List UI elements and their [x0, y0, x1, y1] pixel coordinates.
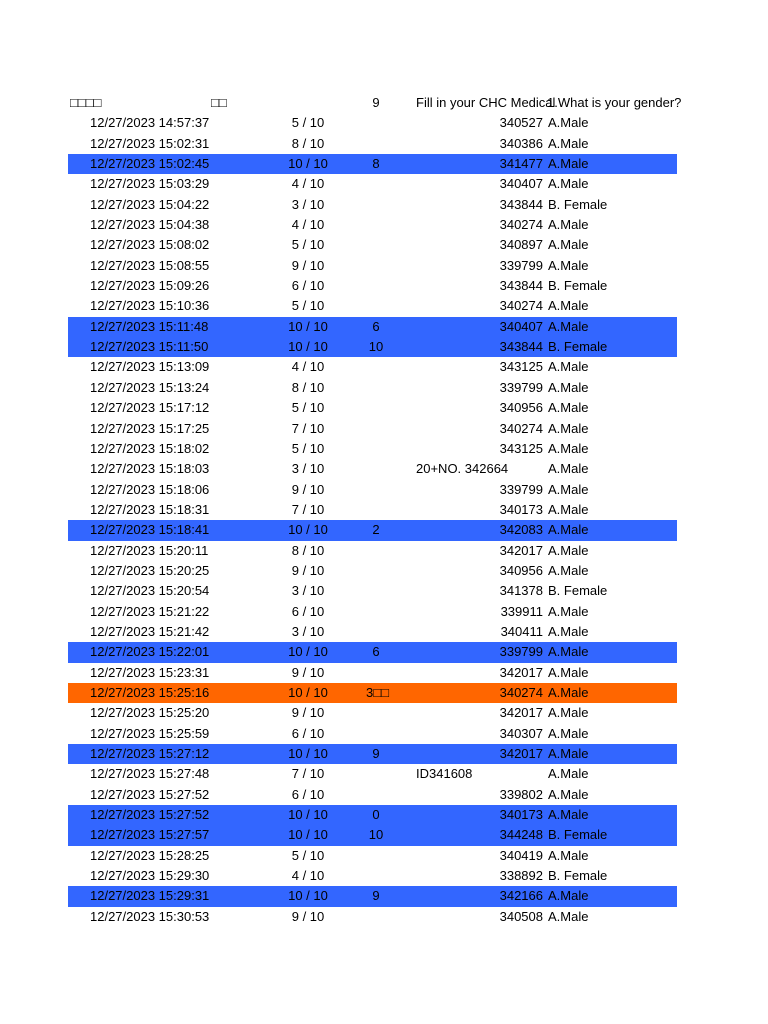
table-row [68, 195, 677, 215]
table-row [68, 378, 677, 398]
table-row [68, 541, 677, 561]
score-cell: 6 / 10 [291, 278, 325, 294]
number-cell [366, 541, 386, 561]
score-cell: 3 / 10 [291, 583, 325, 599]
id-cell: 343125 [499, 359, 543, 375]
gender-cell: A.Male [548, 176, 589, 192]
id-cell: 340274 [499, 298, 543, 314]
score-cell: 10 / 10 [288, 807, 328, 823]
timestamp-cell: 12/27/2023 15:13:24 [90, 379, 210, 395]
gender-cell: B. Female [548, 196, 608, 212]
gender-cell: A.Male [548, 501, 589, 517]
gender-cell: A.Male [548, 562, 589, 578]
note-cell: 20+NO. 342664 [416, 461, 509, 477]
table-row [68, 439, 677, 459]
id-cell: 342083 [499, 522, 543, 538]
score-cell: 5 / 10 [291, 440, 325, 456]
score-cell: 7 / 10 [291, 420, 325, 436]
header-chc-medical: Fill in your CHC Medical [416, 95, 556, 110]
score-cell: 7 / 10 [291, 501, 325, 517]
timestamp-cell: 12/27/2023 15:27:12 [90, 746, 210, 761]
table-row [68, 663, 677, 683]
id-cell: 342017 [499, 705, 543, 721]
gender-cell: B. Female [548, 868, 608, 884]
id-cell: 342017 [499, 664, 543, 680]
timestamp-cell: 12/27/2023 15:27:57 [90, 827, 210, 843]
id-cell: 340897 [499, 237, 543, 253]
timestamp-cell: 12/27/2023 15:09:26 [90, 278, 210, 294]
id-cell: 341477 [499, 156, 543, 172]
score-cell: 5 / 10 [291, 400, 325, 416]
number-cell [366, 378, 386, 398]
timestamp-cell: 12/27/2023 15:20:54 [90, 583, 210, 599]
id-cell: 339799 [499, 257, 543, 273]
id-cell: 340274 [499, 684, 543, 700]
number-cell [366, 174, 386, 194]
number-cell: 6 [372, 644, 380, 660]
id-cell: 339802 [499, 786, 543, 802]
number-cell: 6 [372, 318, 380, 334]
score-cell: 10 / 10 [288, 684, 328, 700]
id-cell: 343844 [499, 278, 543, 294]
header-gender: 1.What is your gender? [547, 95, 682, 110]
gender-cell: A.Male [548, 888, 589, 904]
gender-cell: B. Female [548, 278, 608, 294]
number-cell [366, 439, 386, 459]
number-cell [366, 703, 386, 723]
number-cell [366, 235, 386, 255]
number-cell [366, 622, 386, 642]
score-cell: 4 / 10 [291, 176, 325, 192]
score-cell: 10 / 10 [288, 827, 328, 843]
score-cell: 4 / 10 [291, 359, 325, 375]
timestamp-cell: 12/27/2023 15:27:52 [90, 807, 210, 823]
gender-cell: A.Male [548, 461, 589, 477]
table-row [68, 744, 677, 764]
gender-cell: A.Male [548, 400, 589, 416]
header-number: 9 [372, 95, 380, 110]
number-cell [366, 907, 386, 927]
table-row [68, 683, 677, 703]
id-cell: 341378 [499, 583, 543, 599]
table-row [68, 520, 677, 540]
score-cell: 8 / 10 [291, 542, 325, 558]
id-cell: 339799 [499, 379, 543, 395]
table-row [68, 907, 677, 927]
timestamp-cell: 12/27/2023 15:28:25 [90, 847, 210, 863]
timestamp-cell: 12/27/2023 15:25:16 [90, 684, 210, 700]
number-cell [366, 866, 386, 886]
score-cell: 4 / 10 [291, 217, 325, 233]
data-rows [68, 113, 677, 927]
note-cell: ID341608 [416, 766, 473, 782]
number-cell: 9 [372, 888, 380, 904]
score-cell: 7 / 10 [291, 766, 325, 782]
table-row [68, 296, 677, 316]
gender-cell: A.Male [548, 603, 589, 619]
number-cell [366, 602, 386, 622]
timestamp-cell: 12/27/2023 15:18:31 [90, 501, 210, 517]
gender-cell: B. Female [548, 827, 608, 843]
table-row [68, 500, 677, 520]
number-cell [366, 846, 386, 866]
timestamp-cell: 12/27/2023 15:18:41 [90, 522, 210, 538]
id-cell: 340386 [499, 135, 543, 151]
number-cell [366, 296, 386, 316]
table-row [68, 174, 677, 194]
score-cell: 6 / 10 [291, 786, 325, 802]
timestamp-cell: 12/27/2023 15:20:25 [90, 562, 210, 578]
table-row [68, 642, 677, 662]
score-cell: 10 / 10 [288, 522, 328, 538]
number-cell [366, 195, 386, 215]
score-cell: 3 / 10 [291, 623, 325, 639]
id-cell: 340407 [499, 176, 543, 192]
id-cell: 340411 [500, 623, 543, 639]
number-cell [366, 480, 386, 500]
gender-cell: A.Male [548, 725, 589, 741]
id-cell: 340956 [499, 400, 543, 416]
gender-cell: A.Male [548, 807, 589, 823]
gender-cell: A.Male [548, 440, 589, 456]
gender-cell: A.Male [548, 766, 589, 782]
number-cell [366, 785, 386, 805]
header-timestamp: □□□□ [70, 95, 102, 110]
gender-cell: A.Male [548, 156, 589, 172]
table-row [68, 419, 677, 439]
timestamp-cell: 12/27/2023 15:20:11 [90, 542, 209, 558]
spreadsheet [68, 93, 682, 927]
gender-cell: A.Male [548, 786, 589, 802]
number-cell: 10 [368, 339, 384, 355]
table-row [68, 398, 677, 418]
timestamp-cell: 12/27/2023 15:29:30 [90, 868, 210, 884]
timestamp-cell: 12/27/2023 15:29:31 [90, 888, 210, 904]
timestamp-cell: 12/27/2023 15:18:06 [90, 481, 210, 497]
table-row [68, 317, 677, 337]
gender-cell: A.Male [548, 623, 589, 639]
gender-cell: B. Female [548, 339, 608, 355]
timestamp-cell: 12/27/2023 15:21:42 [90, 623, 210, 639]
number-cell [366, 500, 386, 520]
gender-cell: A.Male [548, 135, 589, 151]
id-cell: 340956 [499, 562, 543, 578]
score-cell: 10 / 10 [288, 339, 328, 355]
timestamp-cell: 12/27/2023 15:03:29 [90, 176, 210, 192]
id-cell: 344248 [499, 827, 543, 843]
timestamp-cell: 12/27/2023 15:17:25 [90, 420, 210, 436]
score-cell: 5 / 10 [291, 847, 325, 863]
table-row [68, 480, 677, 500]
table-row [68, 276, 677, 296]
id-cell: 340173 [499, 807, 543, 823]
score-cell: 10 / 10 [288, 156, 328, 172]
table-row [68, 703, 677, 723]
header-score: □□ [211, 95, 227, 110]
id-cell: 339799 [499, 481, 543, 497]
score-cell: 9 / 10 [291, 908, 325, 924]
number-cell: 10 [368, 827, 384, 843]
id-cell: 340274 [499, 217, 543, 233]
number-cell: 2 [372, 522, 380, 538]
number-cell [366, 459, 386, 479]
score-cell: 9 / 10 [291, 257, 325, 273]
table-row [68, 337, 677, 357]
number-cell [366, 561, 386, 581]
score-cell: 6 / 10 [291, 603, 325, 619]
score-cell: 9 / 10 [291, 481, 325, 497]
table-row [68, 622, 677, 642]
table-row [68, 235, 677, 255]
score-cell: 10 / 10 [288, 318, 328, 334]
table-row [68, 357, 677, 377]
timestamp-cell: 12/27/2023 15:27:48 [90, 766, 210, 782]
id-cell: 342017 [499, 746, 543, 761]
number-cell [366, 663, 386, 683]
timestamp-cell: 12/27/2023 15:11:50 [90, 339, 209, 355]
score-cell: 5 / 10 [291, 115, 325, 131]
id-cell: 343844 [499, 196, 543, 212]
id-cell: 343844 [499, 339, 543, 355]
gender-cell: A.Male [548, 684, 589, 700]
number-cell [366, 357, 386, 377]
id-cell: 339799 [499, 644, 543, 660]
number-cell [366, 256, 386, 276]
table-row [68, 764, 677, 784]
number-cell [366, 215, 386, 235]
gender-cell: A.Male [548, 298, 589, 314]
gender-cell: A.Male [548, 359, 589, 375]
id-cell: 340527 [499, 115, 543, 131]
timestamp-cell: 12/27/2023 15:08:02 [90, 237, 210, 253]
timestamp-cell: 12/27/2023 15:22:01 [90, 644, 210, 660]
score-cell: 3 / 10 [291, 461, 325, 477]
table-row [68, 113, 677, 133]
score-cell: 10 / 10 [288, 888, 328, 904]
id-cell: 340407 [499, 318, 543, 334]
gender-cell: A.Male [548, 664, 589, 680]
id-cell [473, 459, 543, 479]
header-row [68, 93, 682, 113]
table-row [68, 825, 677, 845]
timestamp-cell: 12/27/2023 15:27:52 [90, 786, 210, 802]
timestamp-cell: 12/27/2023 15:04:38 [90, 217, 210, 233]
number-cell: 0 [372, 807, 380, 823]
timestamp-cell: 12/27/2023 15:02:45 [90, 156, 210, 172]
id-cell: 340419 [499, 847, 543, 863]
number-cell [366, 276, 386, 296]
timestamp-cell: 12/27/2023 15:25:20 [90, 705, 210, 721]
number-cell: 9 [372, 746, 380, 761]
timestamp-cell: 12/27/2023 15:10:36 [90, 298, 210, 314]
timestamp-cell: 12/27/2023 15:23:31 [90, 664, 210, 680]
table-row [68, 256, 677, 276]
table-row [68, 561, 677, 581]
score-cell: 9 / 10 [291, 705, 325, 721]
timestamp-cell: 12/27/2023 15:25:59 [90, 725, 210, 741]
number-cell [366, 113, 386, 133]
score-cell: 9 / 10 [291, 664, 325, 680]
number-cell: 8 [372, 156, 380, 172]
score-cell: 8 / 10 [291, 135, 325, 151]
timestamp-cell: 12/27/2023 14:57:37 [90, 115, 210, 131]
gender-cell: A.Male [548, 481, 589, 497]
table-row [68, 215, 677, 235]
table-row [68, 459, 677, 479]
gender-cell: A.Male [548, 746, 589, 761]
gender-cell: A.Male [548, 237, 589, 253]
table-row [68, 134, 677, 154]
table-row [68, 154, 677, 174]
score-cell: 10 / 10 [288, 746, 328, 761]
timestamp-cell: 12/27/2023 15:08:55 [90, 257, 210, 273]
gender-cell: A.Male [548, 318, 589, 334]
table-row [68, 724, 677, 744]
timestamp-cell: 12/27/2023 15:13:09 [90, 359, 210, 375]
timestamp-cell: 12/27/2023 15:18:02 [90, 440, 210, 456]
id-cell: 342017 [499, 542, 543, 558]
timestamp-cell: 12/27/2023 15:17:12 [90, 400, 210, 416]
id-cell: 342166 [499, 888, 543, 904]
id-cell: 338892 [499, 868, 543, 884]
gender-cell: B. Female [548, 583, 608, 599]
gender-cell: A.Male [548, 644, 589, 660]
table-row [68, 805, 677, 825]
id-cell [473, 764, 543, 784]
number-cell [366, 398, 386, 418]
gender-cell: A.Male [548, 908, 589, 924]
gender-cell: A.Male [548, 257, 589, 273]
table-row [68, 886, 677, 906]
score-cell: 3 / 10 [291, 196, 325, 212]
id-cell: 340173 [499, 501, 543, 517]
gender-cell: A.Male [548, 522, 589, 538]
score-cell: 10 / 10 [288, 644, 328, 660]
score-cell: 8 / 10 [291, 379, 325, 395]
timestamp-cell: 12/27/2023 15:02:31 [90, 135, 210, 151]
number-cell [366, 581, 386, 601]
score-cell: 5 / 10 [291, 298, 325, 314]
id-cell: 340508 [499, 908, 543, 924]
id-cell: 340307 [499, 725, 543, 741]
gender-cell: A.Male [548, 420, 589, 436]
timestamp-cell: 12/27/2023 15:18:03 [90, 461, 210, 477]
id-cell: 339911 [500, 603, 543, 619]
id-cell: 340274 [499, 420, 543, 436]
gender-cell: A.Male [548, 379, 589, 395]
score-cell: 9 / 10 [291, 562, 325, 578]
score-cell: 5 / 10 [291, 237, 325, 253]
score-cell: 4 / 10 [291, 868, 325, 884]
table-row [68, 581, 677, 601]
timestamp-cell: 12/27/2023 15:21:22 [90, 603, 210, 619]
timestamp-cell: 12/27/2023 15:11:48 [90, 318, 209, 334]
number-cell [366, 134, 386, 154]
gender-cell: A.Male [548, 847, 589, 863]
number-cell [366, 764, 386, 784]
gender-cell: A.Male [548, 705, 589, 721]
gender-cell: A.Male [548, 542, 589, 558]
gender-cell: A.Male [548, 115, 589, 131]
table-row [68, 785, 677, 805]
id-cell: 343125 [499, 440, 543, 456]
table-row [68, 846, 677, 866]
timestamp-cell: 12/27/2023 15:30:53 [90, 908, 210, 924]
number-cell [366, 724, 386, 744]
number-cell: 3□□ [366, 684, 389, 700]
number-cell [366, 419, 386, 439]
timestamp-cell: 12/27/2023 15:04:22 [90, 196, 210, 212]
score-cell: 6 / 10 [291, 725, 325, 741]
table-row [68, 602, 677, 622]
table-row [68, 866, 677, 886]
gender-cell: A.Male [548, 217, 589, 233]
